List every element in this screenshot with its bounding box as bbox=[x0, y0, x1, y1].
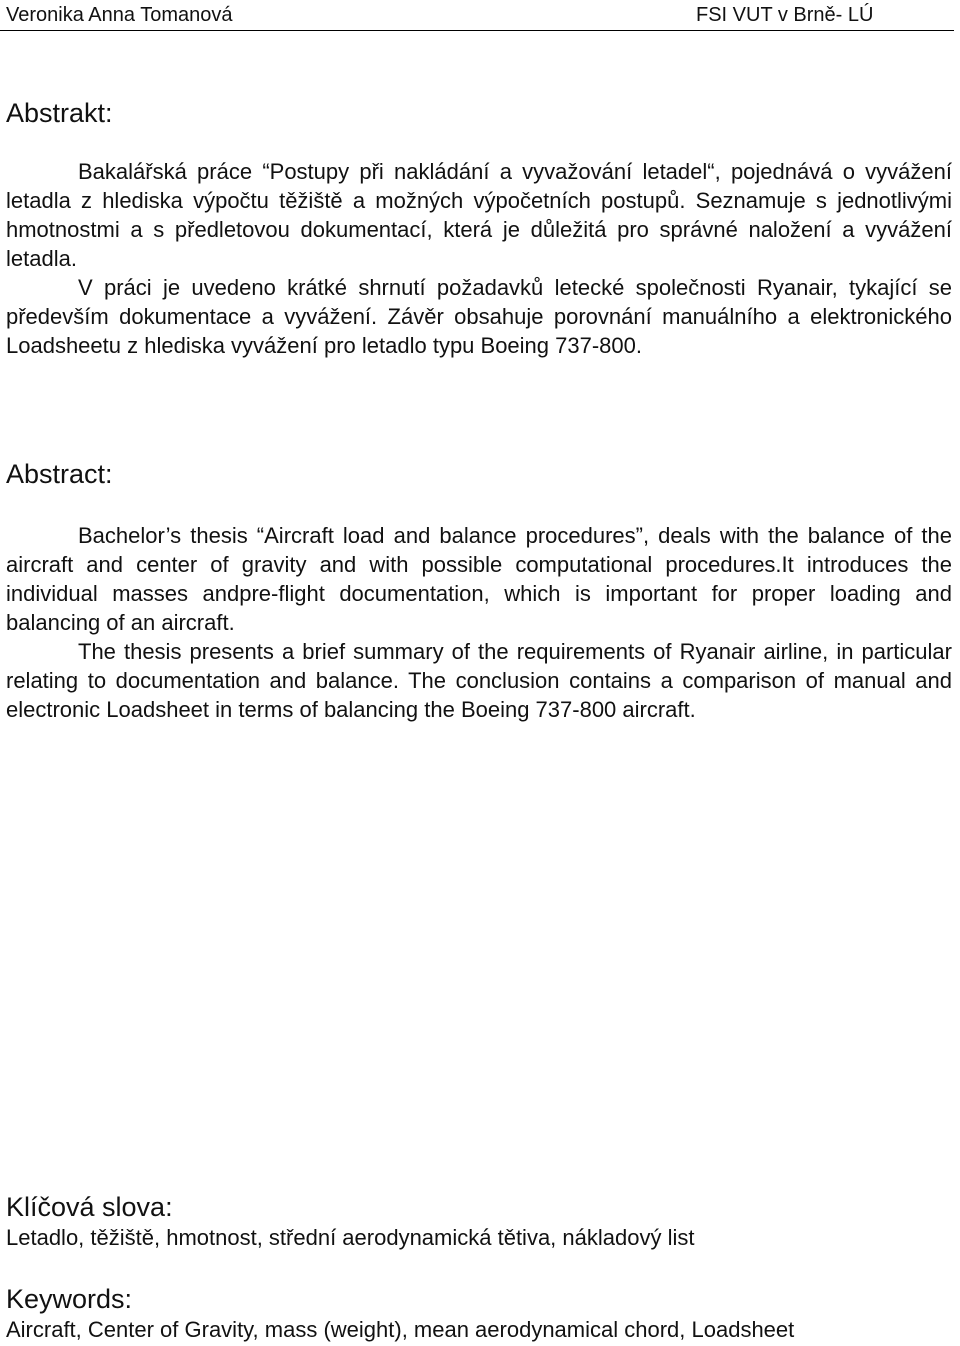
abstract-cz-title: Abstrakt: bbox=[6, 98, 113, 128]
abstract-cz-paragraph: Bakalářská práce “Postupy při nakládání a vyvažování letadel“, pojednává o vyvážení letadla z hlediska výpočtu těžiště a možných výpočetních postupů. Seznamuje s jednotlivými hmotnostmi a s předletovou dokumentací, která je důležitá pro správné naložení a vyvážení letadla. bbox=[6, 159, 952, 271]
keywords-en-title: Keywords: bbox=[6, 1284, 133, 1314]
keywords-cz-text: Letadlo, těžiště, hmotnost, střední aerodynamická tětiva, nákladový list bbox=[6, 1225, 695, 1250]
page-header bbox=[0, 4, 954, 31]
header-institution: FSI VUT v Brně- LÚ bbox=[696, 4, 874, 26]
abstract-en-paragraph: The thesis presents a brief summary of the requirements of Ryanair airline, in particular relating to documentation and balance. The conclusion contains a comparison of manual and electronic Loadsheet in terms of balancing the Boeing 737-800 aircraft. bbox=[6, 639, 952, 722]
abstract-en-paragraph: Bachelor’s thesis “Aircraft load and balance procedures”, deals with the balance of the aircraft and center of gravity and with possible computational procedures.It introduces the individual masses andpre-flight documentation, which is important for proper loading and balancing of an aircraft. bbox=[6, 523, 952, 635]
keywords-cz-title: Klíčová slova: bbox=[6, 1192, 173, 1222]
abstract-en-body bbox=[6, 521, 952, 724]
keywords-en-text: Aircraft, Center of Gravity, mass (weight), mean aerodynamical chord, Loadsheet bbox=[6, 1317, 795, 1342]
abstract-cz-paragraph: V práci je uvedeno krátké shrnutí požadavků letecké společnosti Ryanair, tykající se především dokumentace a vyvážení. Závěr obsahuje porovnání manuálního a elektronického Loadsheetu z hlediska vyvážení pro letadlo typu Boeing 737-800. bbox=[6, 275, 952, 358]
header-author: Veronika Anna Tomanová bbox=[6, 4, 233, 26]
abstract-cz-body bbox=[6, 157, 952, 360]
abstract-en-title: Abstract: bbox=[6, 459, 113, 489]
